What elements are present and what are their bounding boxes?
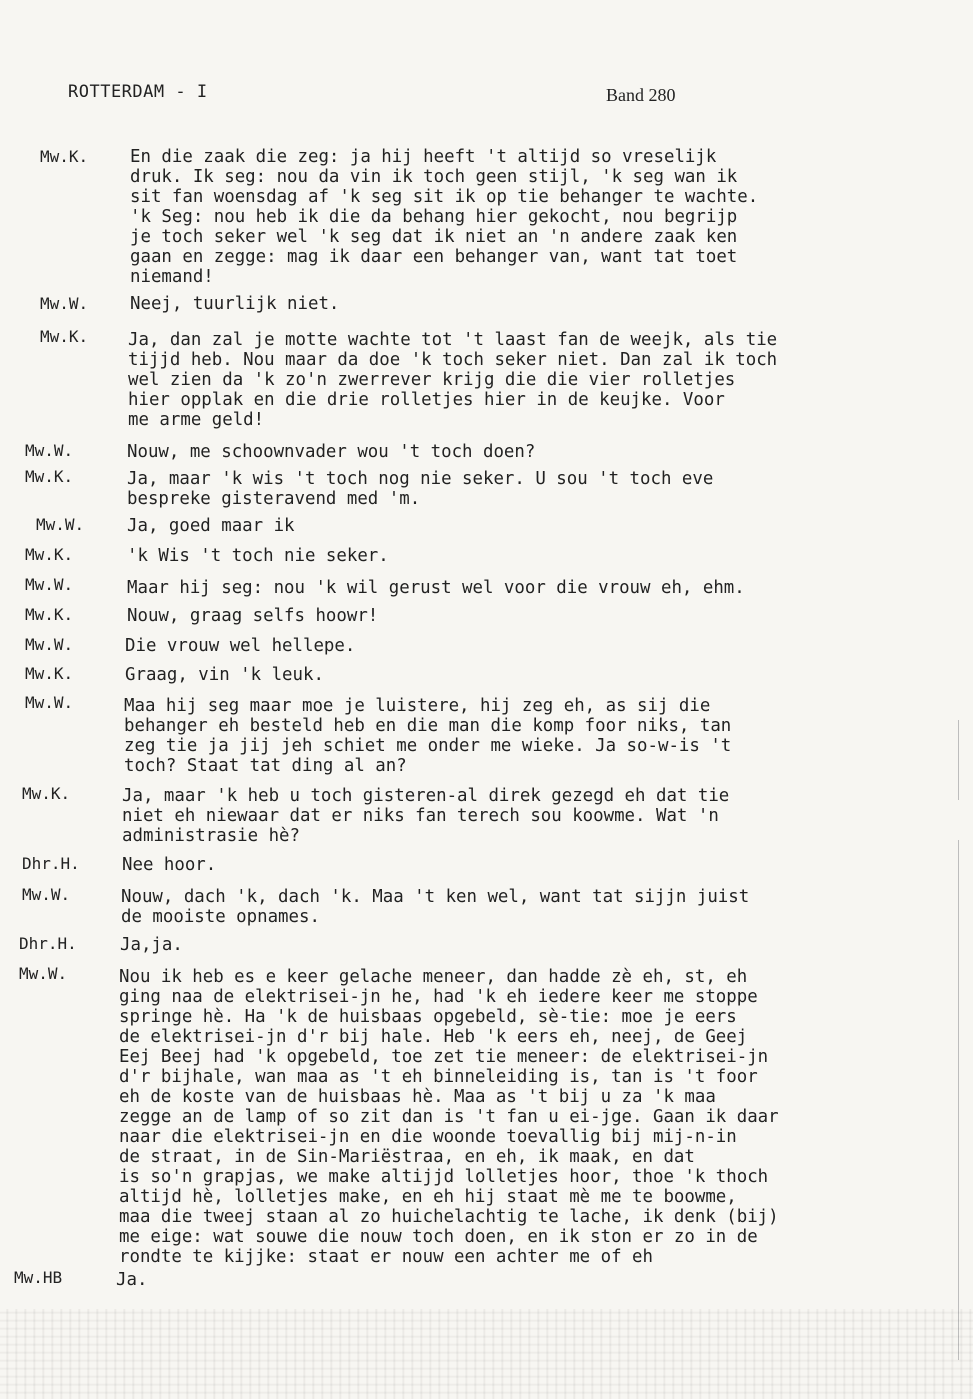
utterance-text: Nouw, me schoownvader wou 't toch doen? <box>127 442 536 462</box>
utterance-text: Neej, tuurlijk niet. <box>130 294 340 314</box>
utterance-text: Ja, maar 'k wis 't toch nog nie seker. U sou 't toch eve bespreke gisteravend med 'm. <box>127 469 714 509</box>
utterance-text: Maa hij seg maar moe je luistere, hij zeg eh, as sij die behanger eh besteld heb en die man die komp foor niks, tan zeg tie ja jij jeh schiet me onder me wieke. Ja so-w-is 't toch? Staat tat ding al an? <box>124 696 732 776</box>
speaker-label: Mw.W. <box>40 294 89 313</box>
utterance-text: 'k Wis 't toch nie seker. <box>127 546 389 566</box>
speaker-label: Mw.W. <box>36 515 85 534</box>
utterance-text: Nouw, graag selfs hoowr! <box>127 606 379 626</box>
speaker-label: Mw.W. <box>25 441 74 460</box>
utterance-text: Ja, goed maar ik <box>127 516 295 536</box>
margin-line <box>958 720 959 800</box>
speaker-label: Mw.W. <box>25 693 74 712</box>
utterance-text: Die vrouw wel hellepe. <box>125 636 356 656</box>
utterance-text: Graag, vin 'k leuk. <box>125 665 324 685</box>
utterance-text: Nou ik heb es e keer gelache meneer, dan hadde zè eh, st, eh ging naa de elektrisei-jn he, had 'k eh iedere keer me stoppe springe hè. Ha 'k de huisbaas opgebeld, sè-tie: moe je eers de elektrisei-jn d'r bij hale. Heb 'k eers eh, neej, de Geej Eej Beej had 'k opgebeld, toe zet tie meneer: de elektrisei-jn d'r bijhale, wan maa as 't eh binneleiding is, tan is 't foor eh de koste van de huisbaas hè. Maa as 't bij u za 'k maa zegge an de lamp of so zit dan is 't fan u ei-jge. Gaan ik daar naar die elektrisei-jn en die woonde toevallig bij mij-n-in de straat, in de Sin-Mariëstraa, en eh, ik maak, en dat is so'n grapjas, we make altijjd lolletjes hoor, thoe 'k thoch altijd hè, lolletjes make, en eh hij staat mè me te boowme, maa die tweej staan al zo huichelachtig te lache, ik denk (bij) me eige: wat souwe die nouw toch doen, en ik ston er zo in de rondte te kijjke: staat er nouw een achter me of eh <box>119 967 779 1267</box>
speaker-label: Mw.W. <box>22 885 71 904</box>
speaker-label: Dhr.H. <box>19 934 77 953</box>
utterance-text: Ja, maar 'k heb u toch gisteren-al direk gezegd eh dat tie niet eh niewaar dat er niks fan terech sou koowme. Wat 'n administrasie hè? <box>122 786 730 846</box>
speaker-label: Dhr.H. <box>22 854 80 873</box>
speaker-label: Mw.K. <box>40 327 89 346</box>
speaker-label: Mw.W. <box>25 575 74 594</box>
utterance-text: Maar hij seg: nou 'k wil gerust wel voor die vrouw eh, ehm. <box>127 578 745 598</box>
speaker-label: Mw.K. <box>40 147 89 166</box>
utterance-text: Ja,ja. <box>120 935 183 955</box>
speaker-label: Mw.K. <box>22 784 71 803</box>
utterance-text: En die zaak die zeg: ja hij heeft 't altijd so vreselijk druk. Ik seg: nou da vin ik toch geen stijl, 'k seg wan ik sit fan woensdag af 'k seg sit ik op tie behanger te wachte. 'k Seg: nou heb ik die da behang hier gekocht, nou begrijp je toch seker wel 'k seg dat ik niet an 'n andere zaak ken gaan en zegge: mag ik daar een behanger van, want tat toet niemand! <box>130 147 759 287</box>
band-number: Band 280 <box>606 85 676 105</box>
speaker-label: Mw.HB <box>14 1268 63 1287</box>
speaker-label: Mw.W. <box>25 635 74 654</box>
utterance-text: Ja. <box>116 1270 148 1290</box>
speaker-label: Mw.K. <box>25 467 74 486</box>
speaker-label: Mw.W. <box>19 964 68 983</box>
margin-line <box>958 840 959 1360</box>
page-title: ROTTERDAM - I <box>68 82 208 102</box>
speaker-label: Mw.K. <box>25 664 74 683</box>
speaker-label: Mw.K. <box>25 605 74 624</box>
utterance-text: Nee hoor. <box>122 855 217 875</box>
utterance-text: Ja, dan zal je motte wachte tot 't laast fan de weejk, als tie tijjd heb. Nou maar da doe 'k toch seker niet. Dan zal ik toch wel zien da 'k zo'n zwerrever krijg die die vier rolletjes hier opplak en die drie rolletjes hier in de keujke. Voor me arme geld! <box>128 330 778 430</box>
scan-noise <box>0 1309 973 1399</box>
utterance-text: Nouw, dach 'k, dach 'k. Maa 't ken wel, want tat sijjn juist de mooiste opnames. <box>121 887 750 927</box>
speaker-label: Mw.K. <box>25 545 74 564</box>
